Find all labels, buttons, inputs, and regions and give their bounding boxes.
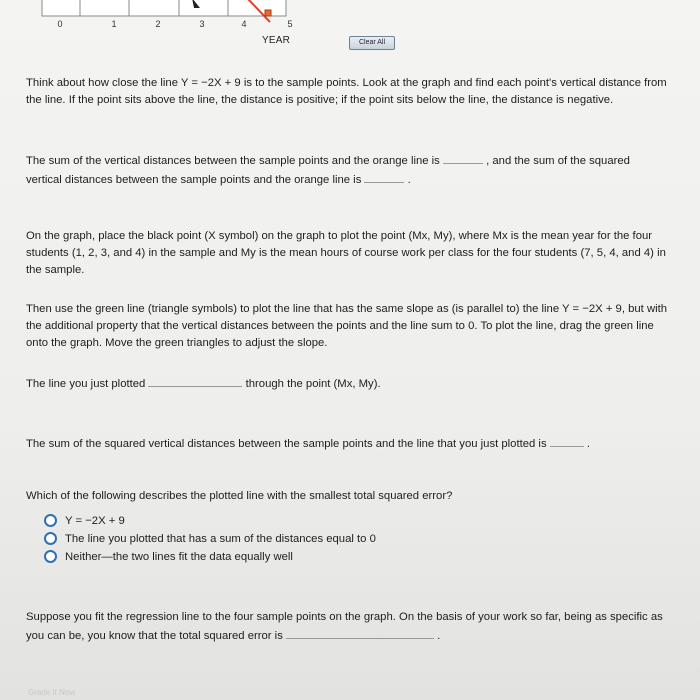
- graph-plot[interactable]: [22, 0, 402, 60]
- option-label[interactable]: Neither—the two lines fit the data equally well: [65, 550, 293, 563]
- instruction-paragraph-distance: Think about how close the line Y = −2X + 9 is to the sample points. Look at the graph and find each point's vertical distance from the line. If the point sits above the line, the distance is positive; if the point sits below the line, the distance is negative.: [26, 77, 667, 107]
- radio-button[interactable]: [44, 550, 57, 563]
- plot-frame: [42, 0, 286, 16]
- tick-label: 1: [111, 19, 117, 29]
- regression-text: Suppose you fit the regression line to the four sample points on the graph. On the basis of your work so far, being as specific as you can be, you know that the total squared error is: [26, 611, 663, 643]
- squared-distances-blank[interactable]: [550, 434, 584, 447]
- regression-paragraph: [26, 609, 670, 645]
- sum-distances-paragraph: [26, 151, 666, 189]
- radio-button[interactable]: [44, 514, 57, 527]
- question-prompt: Which of the following describes the plotted line with the smallest total squared error?: [26, 490, 453, 502]
- tick-label: 5: [287, 19, 293, 29]
- mean-point-paragraph: On the graph, place the black point (X symbol) on the graph to plot the point (Mx, My), where Mx is the mean year for the four students (1, 2, 3, and 4) in the sample and My is the mean hours of course work per class for the four students (7, 5, 4, and 4) in the sample.: [26, 230, 666, 277]
- line-plotted-paragraph: [26, 374, 666, 393]
- sum-distances-blank[interactable]: [443, 151, 483, 164]
- line-plotted-dropdown[interactable]: [148, 374, 242, 387]
- through-point-text: through the point (Mx, My).: [245, 378, 381, 390]
- period: .: [407, 174, 411, 187]
- squared-distances-text: The sum of the squared vertical distances between the sample points and the line that you just plotted is: [26, 438, 547, 450]
- tick-label: 2: [155, 19, 161, 29]
- tick-label: 4: [241, 19, 247, 29]
- sum-squared-blank[interactable]: [364, 170, 404, 183]
- grade-it-now-button[interactable]: Grade It Now: [28, 688, 76, 697]
- orange-line-handle[interactable]: [265, 10, 271, 16]
- squared-distances-paragraph: [26, 434, 676, 453]
- option-label[interactable]: Y = −2X + 9: [65, 514, 125, 527]
- x-axis-label: YEAR: [262, 35, 291, 46]
- tick-label: 0: [57, 19, 63, 29]
- option-row[interactable]: [44, 550, 293, 563]
- radio-button[interactable]: [44, 532, 57, 545]
- regression-error-dropdown[interactable]: [286, 626, 434, 639]
- sum-distances-text: The sum of the vertical distances between the sample points and the orange line is: [26, 155, 440, 167]
- tick-label: 3: [199, 19, 205, 29]
- clear-all-button[interactable]: Clear All: [349, 36, 395, 50]
- period: .: [437, 630, 441, 643]
- graph-area[interactable]: [22, 0, 402, 60]
- line-plotted-text: The line you just plotted: [26, 378, 146, 390]
- period: .: [586, 438, 591, 450]
- option-row[interactable]: [44, 514, 125, 527]
- option-row[interactable]: [44, 532, 376, 545]
- green-line-paragraph: Then use the green line (triangle symbols) to plot the line that has the same slope as (is parallel to) the line Y = −2X + 9, but with the additional property that the vertical distances between the points and the line sum to 0. To plot the line, drag the green line onto the graph. Move the green triangles to adjust the slope.: [26, 303, 668, 350]
- option-label[interactable]: The line you plotted that has a sum of the distances equal to 0: [65, 532, 376, 545]
- sum-squared-text: , and the sum of the squared vertical distances between the sample points and the orange line is: [26, 155, 630, 187]
